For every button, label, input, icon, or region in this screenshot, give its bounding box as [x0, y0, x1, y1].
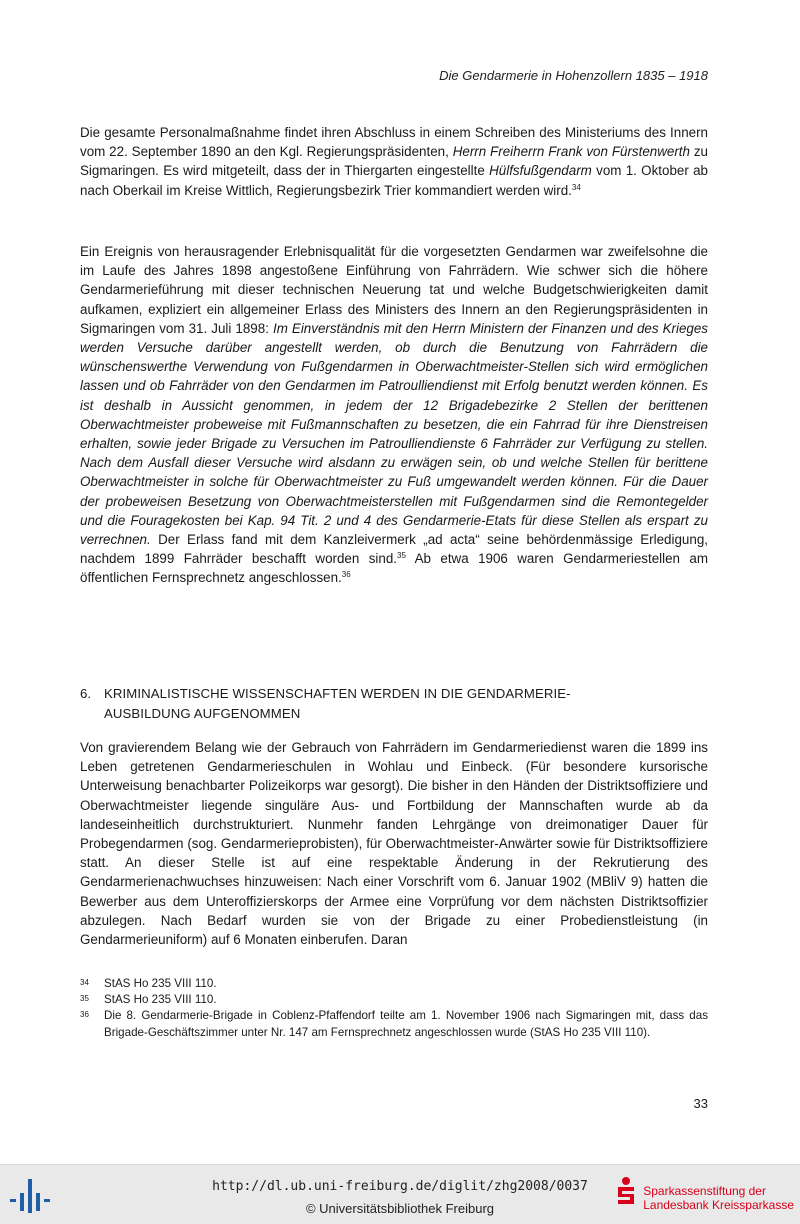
- footnote-ref-34[interactable]: 34: [571, 182, 581, 192]
- viewer-footer: [0, 1164, 800, 1224]
- footnotes: [80, 976, 708, 1041]
- footnote: [80, 992, 708, 1008]
- paragraph-3: Von gravierendem Belang wie der Gebrauch von Fahrrädern im Gendarmeriedienst waren die 1899 ins Leben getretenen Gendarmerieschulen in Wohlau und Einbeck. (Für besondere kursorische Unterweisung benachbarter Polizeikorps war gesorgt). Die bisher in den Händen der Distriktsoffiziere und Oberwachtmeister liegende singuläre Aus- und Fortbildung der Mannschaften wurde ab da landeseinheitlich durchstrukturiert. Nunmehr fanden Lehrgänge von dreimonatiger Dauer für Probegendarmen (sog. Gendarmerieprobisten), für Oberwachtmeister-Anwärter sowie für Distriktsoffiziere statt. An dieser Stelle ist auf eine respektable Änderung in der Rekrutierung des Gendarmerienachwuchses hinzuweisen: Nach einer Vorschrift vom 6. Januar 1902 (MBliV 9) hatten die Bewerber aus dem Unteroffizierskorps der Armee eine Vorprüfung vor dem nächsten Distriktsoffizier abzulegen. Nach Bedarf wurden sie von der Brigade zu einer Probedienstleistung (in Gendarmerieuniform) auf 6 Monaten einberufen. Daran: [80, 740, 708, 948]
- permalink-url[interactable]: http://dl.ub.uni-freiburg.de/diglit/zhg2008/0037: [212, 1179, 588, 1194]
- footnote-text: Die 8. Gendarmerie-Brigade in Coblenz-Pfaffendorf teilte am 1. November 1906 nach Sigmaringen mit, dass das Brigade-Geschäftszimmer unter Nr. 147 am Fernsprechnetz angeschlossen wurde (StAS Ho 235 VIII 110).: [104, 1009, 708, 1039]
- text-run: vom 1. Oktober ab nach Oberkail im Kreise Wittlich, Regierungsbezirk Trier kommandiert werden wird.: [80, 163, 709, 198]
- section-title-line1: KRIMINALISTISCHE WISSENSCHAFTEN WERDEN IN DIE GENDARMERIE-: [104, 686, 571, 701]
- footnote-number: 36: [80, 1010, 89, 1020]
- text-run: Der Erlass fand mit dem Kanzleivermerk „ad acta“ seine behördenmässige Erledigung, nachdem 1899 Fahrräder beschafft worden sind.: [80, 532, 708, 567]
- sponsor-line-1: Sparkassenstiftung der: [643, 1184, 766, 1198]
- section-heading: [80, 684, 680, 723]
- paragraph-2: [80, 242, 708, 588]
- page-number: 33: [693, 1096, 708, 1111]
- footnote-text: StAS Ho 235 VIII 110.: [104, 993, 217, 1007]
- copyright-notice: © Universitätsbibliothek Freiburg: [305, 1201, 495, 1216]
- italic-quote: Im Einverständnis mit den Herrn Ministern der Finanzen und des Krieges werden Versuche darüber angestellt werden, ob durch die Benutzung von Fahrrädern die wünschenswerthe Verwendung von Fußgendarmen in Oberwachtmeister-Stellen sich wird ermöglichen lassen und ob Fahrräder von den Gendarmen im Patroulliendienst mit Erfolg benutzt werden können. Es ist deshalb in Aussicht genommen, in jedem der 12 Brigadebezirke 2 Stellen der berittenen Oberwachtmeister probeweise mit Fußmannschaften zu besetzen, die ein Fahrrad für ihre Dienstreisen erhalten, sowie jeder Brigade zu Versuchen im Patroulliendienste 6 Fahrräder zur Verfügung zu stellen. Nach dem Ausfall dieser Versuche wird alsdann zu erwägen sein, ob und welche Stellen für berittene Oberwachtmeister in solche für Oberwachtmeister zu Fuß umgewandelt werden können. Für die Dauer der probeweisen Besetzung von Oberwachtmeisterstellen mit Fußgendarmen sind die Remontegelder und die Fouragekosten bei Kap. 94 Tit. 2 und 4 des Gendarmerie-Etats für diese Stellen als erspart zu verrechnen.: [80, 320, 708, 548]
- sponsor-logo[interactable]: [615, 1176, 794, 1212]
- text-run: Ab etwa 1906 waren Gendarmeriestellen am öffentlichen Fernsprechnetz angeschlossen.: [80, 551, 709, 586]
- section-number: 6.: [80, 686, 92, 701]
- running-head: Die Gendarmerie in Hohenzollern 1835 – 1918: [439, 68, 708, 83]
- sponsor-name: [643, 1184, 794, 1212]
- footnote-number: 35: [80, 994, 89, 1004]
- sparkasse-s-icon: [615, 1176, 637, 1211]
- text-run: Ein Ereignis von herausragender Erlebnisqualität für die vorgesetzten Gendarmen war zweifelsohne die im Laufe des Jahres 1898 angestoßene Einführung von Fahrrädern. Wie schwer sich die höhere Gendarmerieführung mit dieser technischen Neuerung tat und welche Budgetschwierigkeiten damit aufkamen, expliziert ein allgemeiner Erlass des Ministers des Innern an den Regierungspräsidenten in Sigmaringen vom 31. Juli 1898:: [80, 244, 708, 336]
- sponsor-line-2: Landesbank Kreissparkasse: [643, 1198, 794, 1212]
- text-run: Die gesamte Personalmaßnahme findet ihren Abschluss in einem Schreiben des Ministeriums des Innern vom 22. September 1890 an den Kgl. Regierungspräsidenten,: [80, 125, 708, 160]
- paragraph-1: [80, 123, 708, 200]
- footnote: [80, 1008, 708, 1040]
- footnote-ref-36[interactable]: 36: [341, 570, 351, 580]
- italic-run: Hülfsfußgendarm: [489, 163, 592, 179]
- section-title-line2: AUSBILDUNG AUFGENOMMEN: [104, 705, 301, 721]
- footnote-ref-35[interactable]: 35: [397, 551, 406, 561]
- italic-run: Herrn Freiherrn Frank von Fürstenwerth: [452, 144, 690, 160]
- text-run: zu Sigmaringen. Es wird mitgeteilt, dass der in Thiergarten eingestellte: [80, 144, 708, 179]
- footnote-number: 34: [80, 978, 89, 987]
- footnote: [80, 976, 708, 992]
- footnote-text: StAS Ho 235 VIII 110.: [104, 977, 217, 990]
